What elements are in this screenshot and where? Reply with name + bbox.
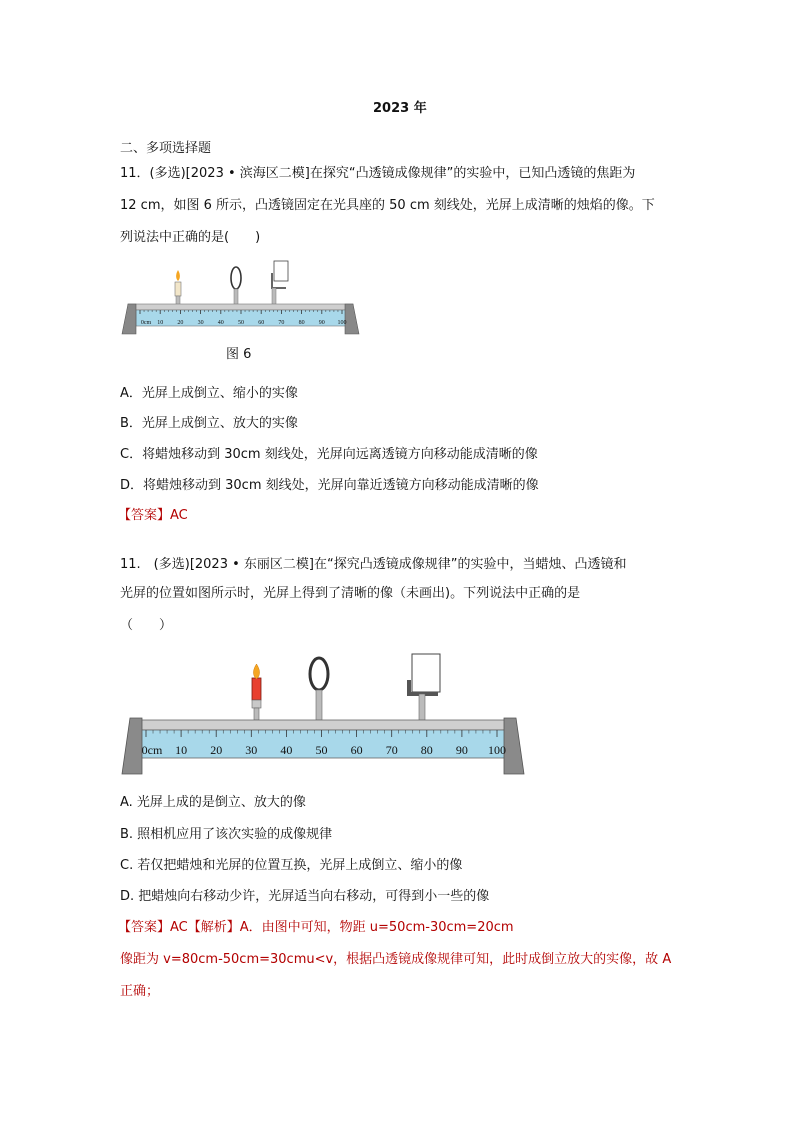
q2-scale-label: 70 — [385, 743, 398, 757]
q1-scale-label: 60 — [258, 320, 265, 326]
q2-scale-label: 20 — [210, 743, 223, 757]
q1-stem-line3: 列说法中正确的是( ) — [120, 230, 261, 245]
q2-scale-label: 80 — [420, 743, 433, 757]
q1-stem-line2: 12 cm，如图 6 所示，凸透镜固定在光具座的 50 cm 刻线处，光屏上成清晰的烛焰的像。下 — [120, 198, 655, 213]
q2-option-d: D. 把蜡烛向右移动少许，光屏适当向右移动，可得到小一些的像 — [120, 889, 490, 904]
q2-screen — [412, 654, 440, 692]
q2-stem-line1: 11. (多选)[2023 • 东丽区二模]在“探究凸透镜成像规律”的实验中，当蜡烛、凸透镜和 — [120, 557, 627, 572]
q2-option-a: A. 光屏上成的是倒立、放大的像 — [120, 795, 306, 810]
q2-lens — [310, 658, 328, 690]
q2-answer-line3: 正确； — [120, 984, 160, 999]
q1-option-d: D．将蜡烛移动到 30cm 刻线处，光屏向靠近透镜方向移动能成清晰的像 — [120, 478, 539, 493]
q1-scale-label: 80 — [298, 320, 305, 326]
q1-stem-line1: 11．(多选)[2023 • 滨海区二模]在探究“凸透镜成像规律”的实验中，已知凸透镜的焦距为 — [120, 166, 636, 181]
q1-flame — [176, 270, 180, 281]
q2-optical-bench-figure — [118, 650, 528, 780]
q2-scale-label: 90 — [455, 743, 468, 757]
q1-scale-label: 10 — [157, 320, 164, 326]
q2-scale-label: 30 — [245, 743, 258, 757]
q2-scale-label: 100 — [488, 743, 506, 757]
q2-scale-label: 0cm — [141, 743, 163, 757]
q1-scale-label: 40 — [217, 320, 224, 326]
q1-option-c: C．将蜡烛移动到 30cm 刻线处，光屏向远离透镜方向移动能成清晰的像 — [120, 447, 538, 462]
q2-flame — [253, 664, 259, 679]
q2-scale-label: 40 — [280, 743, 293, 757]
q2-candle — [252, 678, 261, 700]
q1-option-b: B．光屏上成倒立、放大的实像 — [120, 416, 298, 431]
q1-screen — [274, 261, 288, 281]
q2-scale-label: 50 — [315, 743, 328, 757]
q1-scale-label: 0cm — [140, 320, 152, 326]
q2-stem-line3: （ ） — [120, 618, 173, 633]
q2-option-c: C. 若仅把蜡烛和光屏的位置互换，光屏上成倒立、缩小的像 — [120, 858, 463, 873]
q1-scale-label: 90 — [318, 320, 325, 326]
q2-scale-label: 60 — [350, 743, 363, 757]
q1-answer: 【答案】AC — [118, 508, 188, 523]
q1-lens — [231, 267, 241, 289]
q1-option-a: A．光屏上成倒立、缩小的实像 — [120, 386, 298, 401]
q1-scale-label: 30 — [197, 320, 204, 326]
q1-scale-label: 20 — [177, 320, 184, 326]
q1-optical-bench-figure — [118, 258, 363, 340]
section-heading: 二、多项选择题 — [120, 141, 212, 156]
q1-figure-caption: 图 6 — [226, 347, 252, 362]
q2-answer-line1: 【答案】AC【解析】A．由图中可知，物距 u=50cm-30cm=20cm — [118, 920, 514, 935]
q2-option-b: B. 照相机应用了该次实验的成像规律 — [120, 827, 333, 842]
q1-scale-label: 70 — [278, 320, 285, 326]
page-year-heading: 2023 年 — [373, 101, 427, 116]
q2-stem-line2: 光屏的位置如图所示时，光屏上得到了清晰的像（未画出)。下列说法中正确的是 — [120, 586, 581, 601]
q1-scale-label: 100 — [337, 320, 347, 326]
q2-answer-line2: 像距为 v=80cm-50cm=30cmu<v，根据凸透镜成像规律可知，此时成倒立放大的实像，故 A — [120, 952, 672, 967]
q1-scale-label: 50 — [238, 320, 244, 326]
q2-scale-label: 10 — [175, 743, 188, 757]
q1-candle — [175, 282, 181, 296]
